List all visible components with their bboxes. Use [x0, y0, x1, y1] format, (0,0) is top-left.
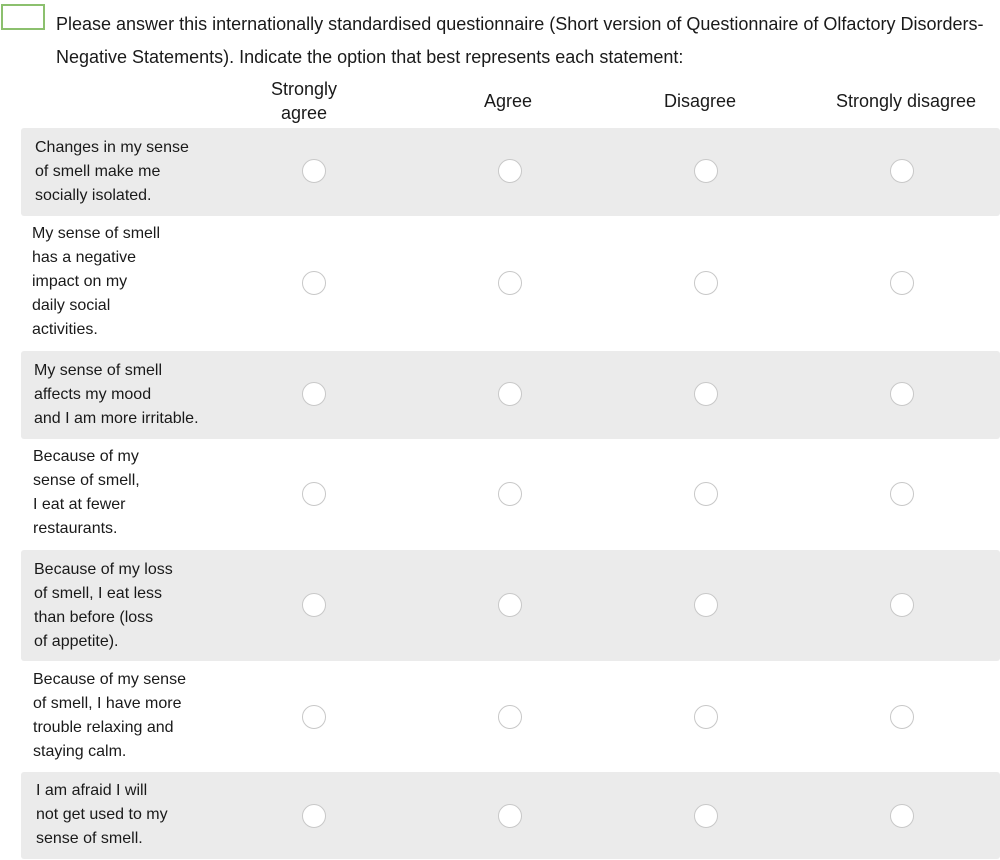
matrix-row-1 — [21, 128, 1000, 216]
matrix-row-3 — [21, 351, 1000, 439]
row-statement: Because of my sense of smell, I eat at fewer restaurants. — [33, 448, 140, 537]
column-header-strongly-disagree: Strongly disagree — [835, 91, 977, 111]
column-header-disagree: Disagree — [663, 91, 737, 111]
radio-strongly-agree[interactable] — [302, 382, 326, 406]
radio-strongly-disagree[interactable] — [890, 382, 914, 406]
matrix-row-2 — [21, 216, 1000, 350]
row-statement: Because of my loss of smell, I eat less than before (loss of appetite). — [34, 561, 173, 650]
radio-disagree[interactable] — [694, 159, 718, 183]
radio-strongly-agree[interactable] — [302, 804, 326, 828]
radio-agree[interactable] — [498, 705, 522, 729]
radio-strongly-disagree[interactable] — [890, 705, 914, 729]
radio-strongly-disagree[interactable] — [890, 804, 914, 828]
radio-agree[interactable] — [498, 482, 522, 506]
radio-strongly-agree[interactable] — [302, 482, 326, 506]
radio-disagree[interactable] — [694, 271, 718, 295]
column-header-strongly-agree: Strongly agree — [270, 79, 338, 123]
radio-strongly-disagree[interactable] — [890, 271, 914, 295]
row-statement: Because of my sense of smell, I have more trouble relaxing and staying calm. — [33, 671, 186, 760]
row-statement: I am afraid I will not get used to my sense of smell. — [36, 782, 168, 847]
matrix-row-7 — [21, 772, 1000, 859]
radio-agree[interactable] — [498, 271, 522, 295]
radio-agree[interactable] — [498, 382, 522, 406]
radio-disagree[interactable] — [694, 593, 718, 617]
row-statement: My sense of smell affects my mood and I am more irritable. — [34, 362, 199, 427]
matrix-row-6 — [21, 661, 1000, 772]
radio-disagree[interactable] — [694, 705, 718, 729]
radio-strongly-disagree[interactable] — [890, 482, 914, 506]
matrix-row-5 — [21, 550, 1000, 661]
matrix-row-4 — [21, 439, 1000, 550]
radio-strongly-disagree[interactable] — [890, 159, 914, 183]
radio-agree[interactable] — [498, 804, 522, 828]
radio-strongly-agree[interactable] — [302, 705, 326, 729]
row-statement: My sense of smell has a negative impact on my daily social activities. — [32, 225, 161, 338]
row-statement: Changes in my sense of smell make me socially isolated. — [35, 139, 189, 204]
question-text: Please answer this internationally standardised questionnaire (Short version of Questionnaire of Olfactory Disorders-Negative Statements). Indicate the option that best represents each statement: — [56, 14, 984, 67]
column-header-agree: Agree — [483, 91, 533, 111]
radio-strongly-agree[interactable] — [302, 271, 326, 295]
radio-strongly-disagree[interactable] — [890, 593, 914, 617]
question-marker-box — [1, 4, 45, 30]
radio-agree[interactable] — [498, 159, 522, 183]
radio-strongly-agree[interactable] — [302, 159, 326, 183]
radio-disagree[interactable] — [694, 804, 718, 828]
radio-disagree[interactable] — [694, 382, 718, 406]
radio-strongly-agree[interactable] — [302, 593, 326, 617]
radio-agree[interactable] — [498, 593, 522, 617]
radio-disagree[interactable] — [694, 482, 718, 506]
